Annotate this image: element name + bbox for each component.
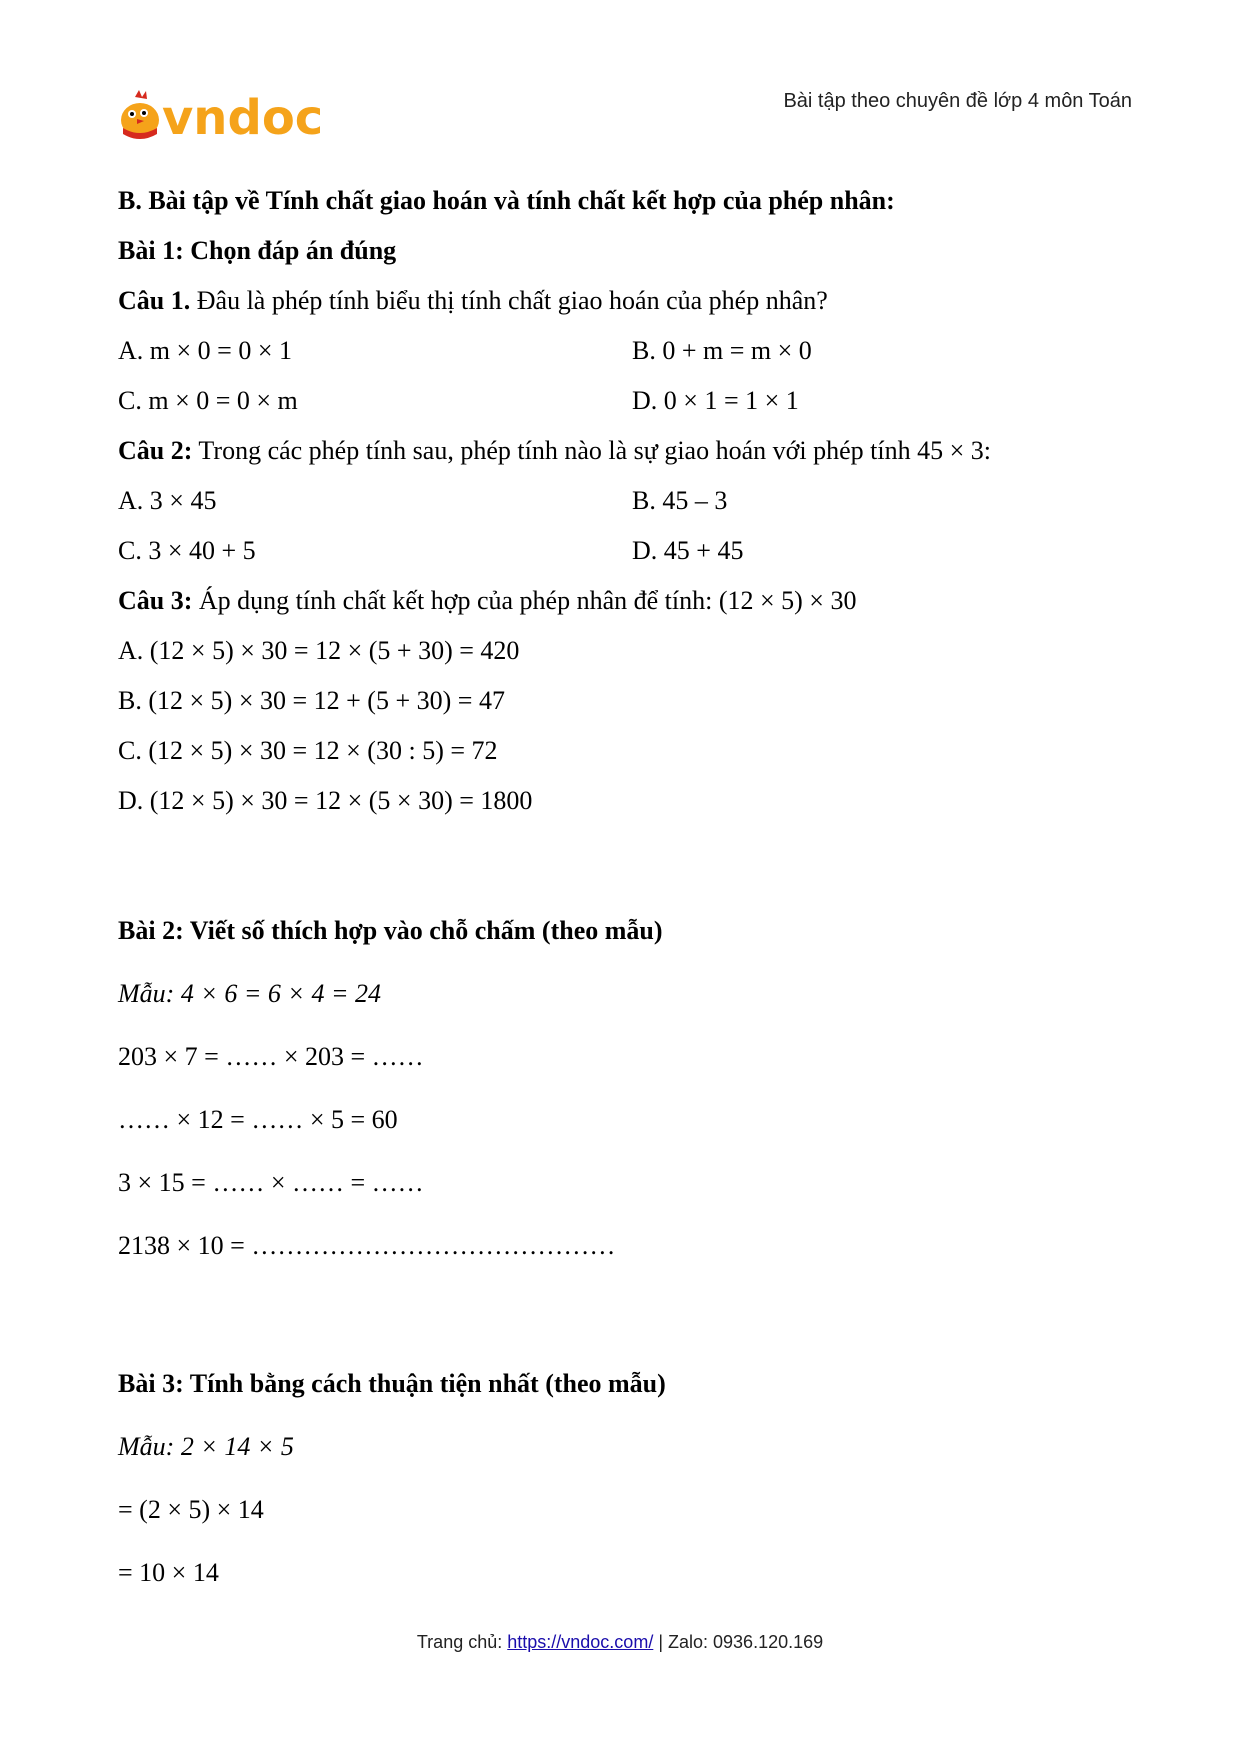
exercise-3-example: Mẫu: 2 × 14 × 5: [118, 1432, 294, 1461]
chicken-mascot-icon: [121, 90, 159, 139]
question-3-label: Câu 3:: [118, 586, 193, 615]
answer-option[interactable]: A. m × 0 = 0 × 1: [118, 336, 292, 365]
answer-option[interactable]: D. 45 + 45: [632, 536, 744, 565]
answer-option[interactable]: C. 3 × 40 + 5: [118, 536, 256, 565]
question-3-text: Áp dụng tính chất kết hợp của phép nhân để tính: (12 × 5) × 30: [192, 586, 857, 615]
question-2: [118, 426, 1128, 476]
exercise-1-title: Bài 1: Chọn đáp án đúng: [118, 236, 397, 265]
fill-in-line[interactable]: 2138 × 10 = ……………………………………: [118, 1231, 616, 1260]
answer-option[interactable]: C. m × 0 = 0 × m: [118, 386, 298, 415]
exercise-2-example: Mẫu: 4 × 6 = 6 × 4 = 24: [118, 979, 381, 1008]
exercise-3-title: Bài 3: Tính bằng cách thuận tiện nhất (theo mẫu): [118, 1369, 666, 1398]
answer-option[interactable]: D. 0 × 1 = 1 × 1: [632, 386, 799, 415]
document-body: [118, 176, 1128, 1604]
answer-option[interactable]: C. (12 × 5) × 30 = 12 × (30 : 5) = 72: [118, 736, 498, 765]
answer-option[interactable]: A. 3 × 45: [118, 486, 217, 515]
page-footer: [0, 1632, 1240, 1653]
footer-prefix: Trang chủ:: [416, 1632, 508, 1652]
fill-in-line[interactable]: 3 × 15 = …… × …… = ……: [118, 1168, 424, 1197]
logo-text: vndoc: [162, 90, 323, 146]
question-1-text: Đâu là phép tính biểu thị tính chất giao hoán của phép nhân?: [190, 286, 828, 315]
spacer: [118, 826, 1128, 899]
worked-step: = (2 × 5) × 14: [118, 1495, 264, 1524]
question-2-text: Trong các phép tính sau, phép tính nào là sự giao hoán với phép tính 45 × 3:: [192, 436, 991, 465]
question-2-options-row-1: [118, 476, 1128, 526]
answer-option[interactable]: A. (12 × 5) × 30 = 12 × (5 + 30) = 420: [118, 636, 520, 665]
answer-option[interactable]: B. (12 × 5) × 30 = 12 + (5 + 30) = 47: [118, 686, 505, 715]
answer-option[interactable]: B. 0 + m = m × 0: [632, 336, 812, 365]
section-title: B. Bài tập về Tính chất giao hoán và tính chất kết hợp của phép nhân:: [118, 186, 895, 215]
answer-option[interactable]: B. 45 – 3: [632, 486, 728, 515]
exercise-2-title: Bài 2: Viết số thích hợp vào chỗ chấm (theo mẫu): [118, 916, 663, 945]
footer-contact: | Zalo: 0936.120.169: [653, 1632, 824, 1652]
question-1-options-row-1: [118, 326, 1128, 376]
worked-step: = 10 × 14: [118, 1558, 219, 1587]
page-header: [0, 0, 1240, 160]
question-3: [118, 576, 1128, 626]
question-1-label: Câu 1.: [118, 286, 191, 315]
document-header-title: Bài tập theo chuyên đề lớp 4 môn Toán: [783, 90, 1132, 112]
homepage-link[interactable]: https://vndoc.com/: [507, 1632, 654, 1652]
fill-in-line[interactable]: 203 × 7 = …… × 203 = ……: [118, 1042, 424, 1071]
question-1: [118, 276, 1128, 326]
question-1-options-row-2: [118, 376, 1128, 426]
answer-option[interactable]: D. (12 × 5) × 30 = 12 × (5 × 30) = 1800: [118, 786, 533, 815]
question-2-options-row-2: [118, 526, 1128, 576]
spacer: [118, 1277, 1128, 1352]
fill-in-line[interactable]: …… × 12 = …… × 5 = 60: [118, 1105, 398, 1134]
vndoc-logo[interactable]: [118, 88, 323, 146]
question-2-label: Câu 2:: [118, 436, 193, 465]
